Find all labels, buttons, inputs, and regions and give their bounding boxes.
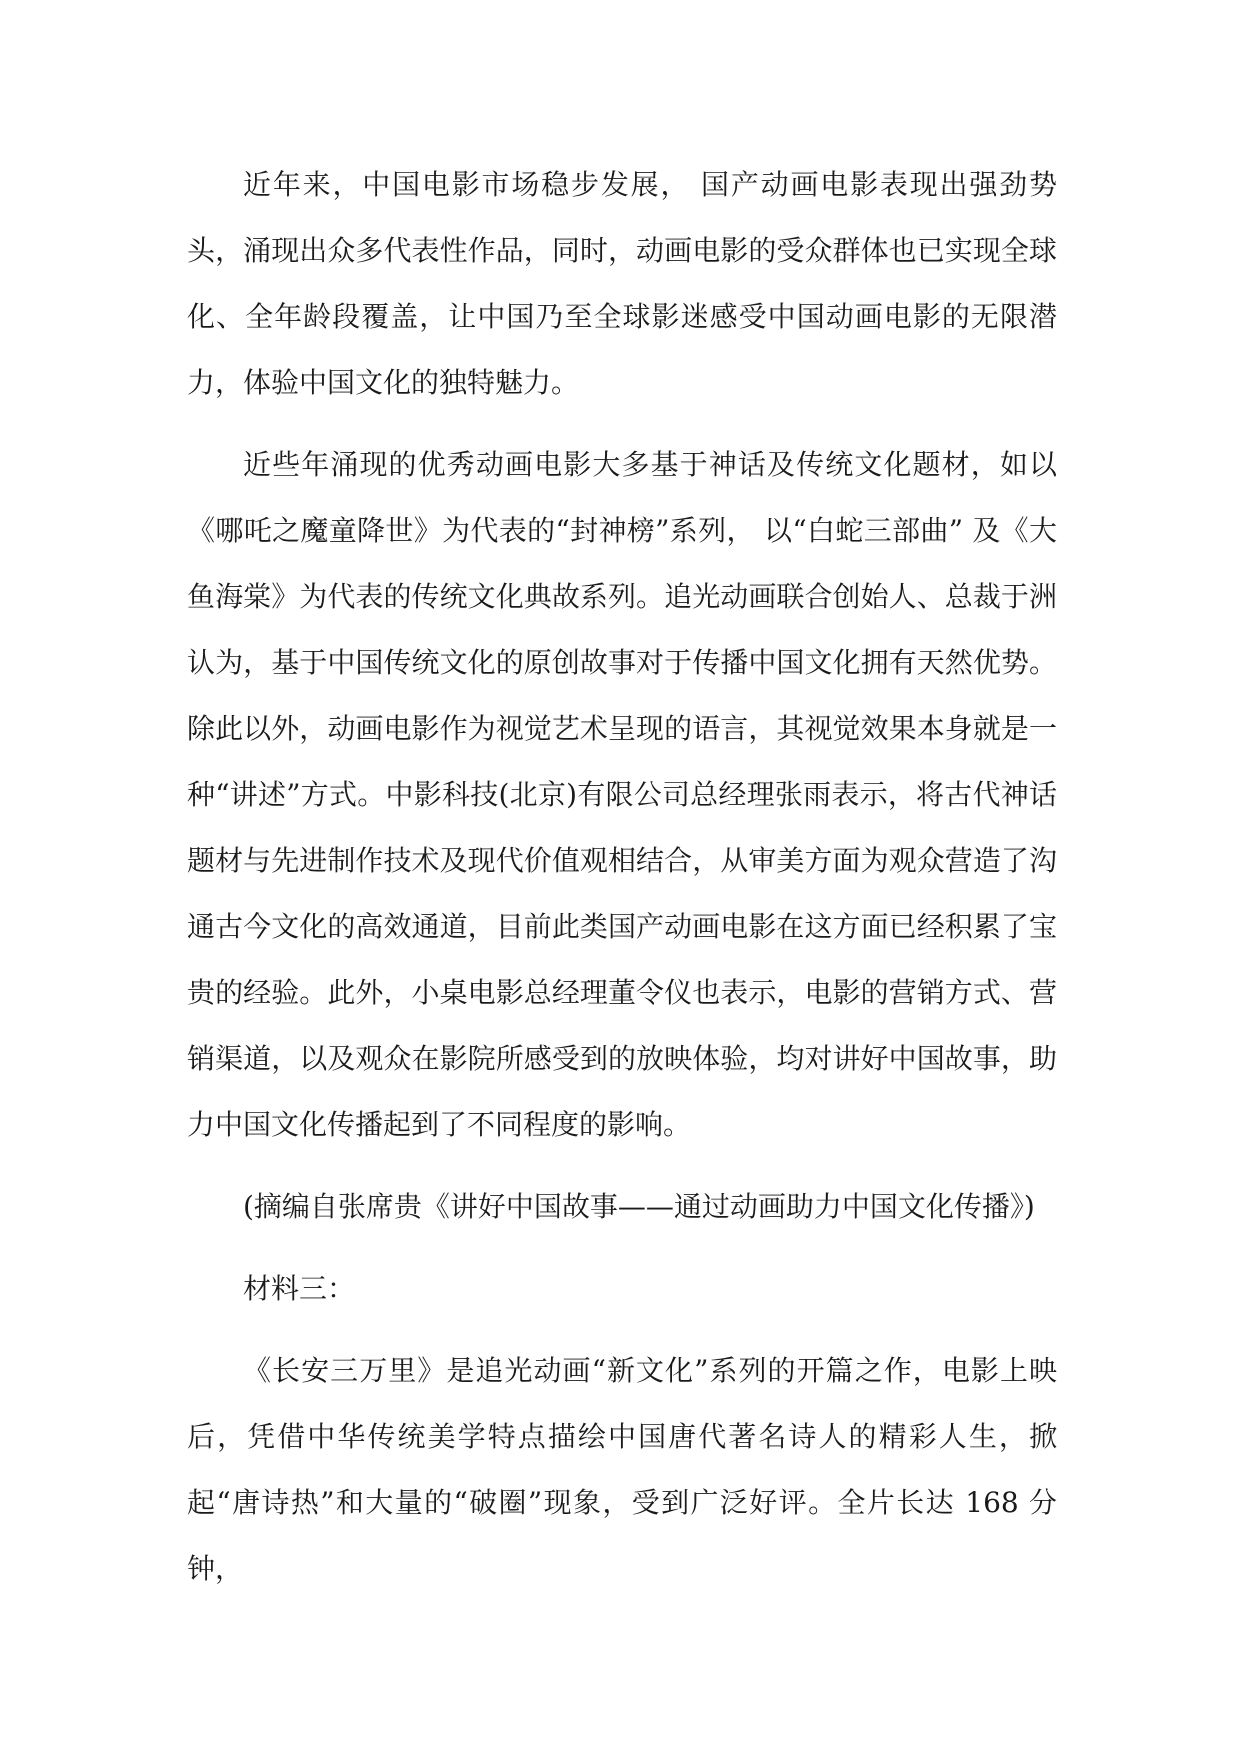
paragraph-material-three-heading: 材料三： bbox=[243, 1272, 356, 1305]
paragraph-changan-film: 《长安三万里》是追光动画“新文化”系列的开篇之作，电影上映后，凭借中华传统美学特点描绘中国唐代著名诗人的精彩人生，掀起“唐诗热”和大量的“破圈”现象，受到广泛好评。全片长达 168 分钟， bbox=[187, 1354, 1057, 1585]
paragraph-source-citation: (摘编自张席贵《讲好中国故事——通过动画助力中国文化传播》) bbox=[243, 1190, 1035, 1223]
body-text bbox=[187, 152, 1057, 1602]
paragraph-market-development: 近年来，中国电影市场稳步发展， 国产动画电影表现出强劲势头，涌现出众多代表性作品，同时，动画电影的受众群体也已实现全球化、全年龄段覆盖，让中国乃至全球影迷感受中国动画电影的无限潜力，体验中国文化的独特魅力。 bbox=[187, 168, 1057, 399]
paragraph-mythology-themes: 近些年涌现的优秀动画电影大多基于神话及传统文化题材，如以《哪吒之魔童降世》为代表的“封神榜”系列， 以“白蛇三部曲” 及《大鱼海棠》为代表的传统文化典故系列。追光动画联合创始人、总裁于洲认为，基于中国传统文化的原创故事对于传播中国文化拥有天然优势。除此以外，动画电影作为视觉艺术呈现的语言，其视觉效果本身就是一种“讲述”方式。中影科技(北京)有限公司总经理张雨表示，将古代神话题材与先进制作技术及现代价值观相结合，从审美方面为观众营造了沟通古今文化的高效通道，目前此类国产动画电影在这方面已经积累了宝贵的经验。此外，小桌电影总经理董令仪也表示，电影的营销方式、营销渠道，以及观众在影院所感受到的放映体验，均对讲好中国故事，助力中国文化传播起到了不同程度的影响。 bbox=[187, 448, 1057, 1141]
